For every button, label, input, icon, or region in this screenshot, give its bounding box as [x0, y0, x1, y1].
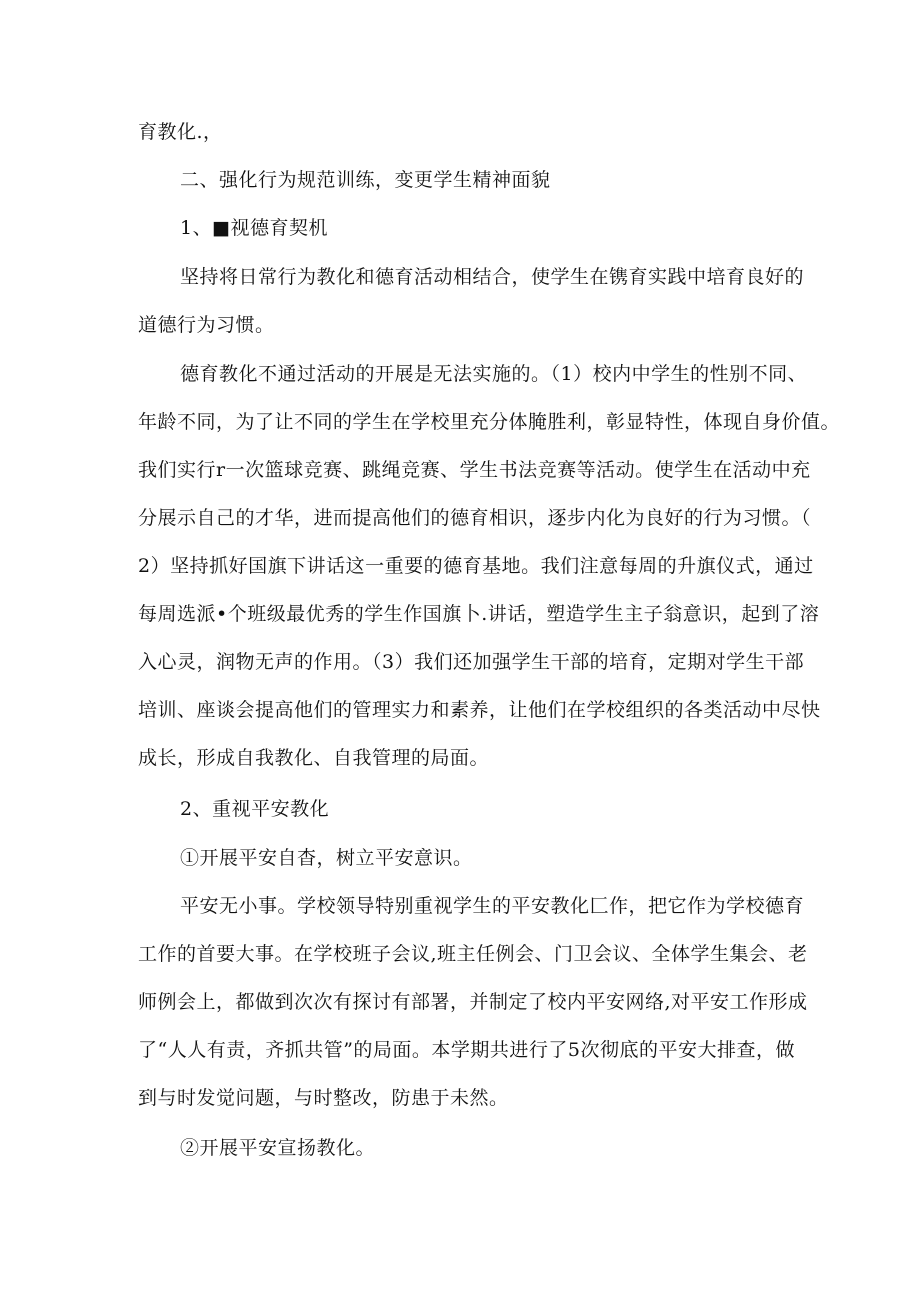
subheading-1 — [138, 204, 781, 252]
text-line: 到与时发觉问题，与时整改，防患于未然。 — [138, 1087, 509, 1109]
text-line: 2、重视平安教化 — [180, 798, 330, 820]
text-line: 我们实行r一次篮球竞赛、跳绳竞赛、学生书法竞赛等活动。使学生在活动中充 — [138, 459, 811, 481]
text-line: 坚持将日常行为教化和德育活动相结合，使学生在镌育实践中培育良好的 — [180, 266, 805, 288]
text-line: 师例会上，都做到次次有探讨有部署，并制定了校内平安网络,对平安工作形成 — [138, 991, 808, 1013]
text-line: 年龄不同，为了让不同的学生在学校里充分体腌胜利，彰显特性，体现自身价值。 — [138, 411, 841, 433]
paragraph-continuation — [138, 108, 781, 156]
subheading-2 — [138, 785, 781, 833]
text-line: 2）坚持抓好国旗下讲话这一重要的德育基地。我们注意每周的升旗仪式，通过 — [138, 555, 814, 577]
paragraph-moral-practice — [138, 253, 805, 349]
text-line: 德育教化不通过活动的开展是无法实施的。（1）校内中学生的性别不同、 — [180, 363, 808, 385]
text-line: ②开展平安宣扬教化。 — [180, 1137, 376, 1159]
text-line: 成长，形成自我教化、自我管理的局面。 — [138, 747, 490, 769]
paragraph-activities — [138, 350, 841, 782]
text-line: 道德行为习惯。 — [138, 314, 275, 336]
text-line: 了“人人有责，齐抓共管”的局面。本学期共进行了5次彻底的平安大排查，做 — [138, 1039, 796, 1061]
text-line: 平安无小事。学校领导特别重视学生的平安教化匚作，把它作为学校德育 — [180, 895, 805, 917]
text-line: 分展示自己的才华，进而提高他们的德育相识，逐步内化为良好的行为习惯。（ — [138, 507, 812, 529]
text-line: 二、强化行为规范训练，变更学生精神面貌 — [180, 169, 551, 191]
paragraph-safety — [138, 882, 808, 1122]
list-item-1 — [138, 834, 781, 882]
text-line: 工作的首要大事。在学校班子会议,班主任例会、门卫会议、全体学生集会、老 — [138, 943, 808, 965]
section-heading-2 — [138, 156, 781, 204]
text-line: ①开展平安自杳，树立平安意识。 — [180, 847, 473, 869]
text-line: 每周选派•个班级最优秀的学生作国旗卜.讲话，塑造学生主子翁意识，起到了溶 — [138, 603, 820, 625]
text-line: 育教化.， — [138, 121, 223, 143]
text-line: 1、■视德育契机 — [180, 217, 329, 239]
text-line: 入心灵，润物无声的作用。（3）我们还加强学生干部的培育，定期对学生干部 — [138, 651, 805, 673]
text-line: 培训、座谈会提高他们的管理实力和素养，让他们在学校组织的各类活动中尽快 — [138, 699, 821, 721]
list-item-2 — [138, 1124, 781, 1172]
